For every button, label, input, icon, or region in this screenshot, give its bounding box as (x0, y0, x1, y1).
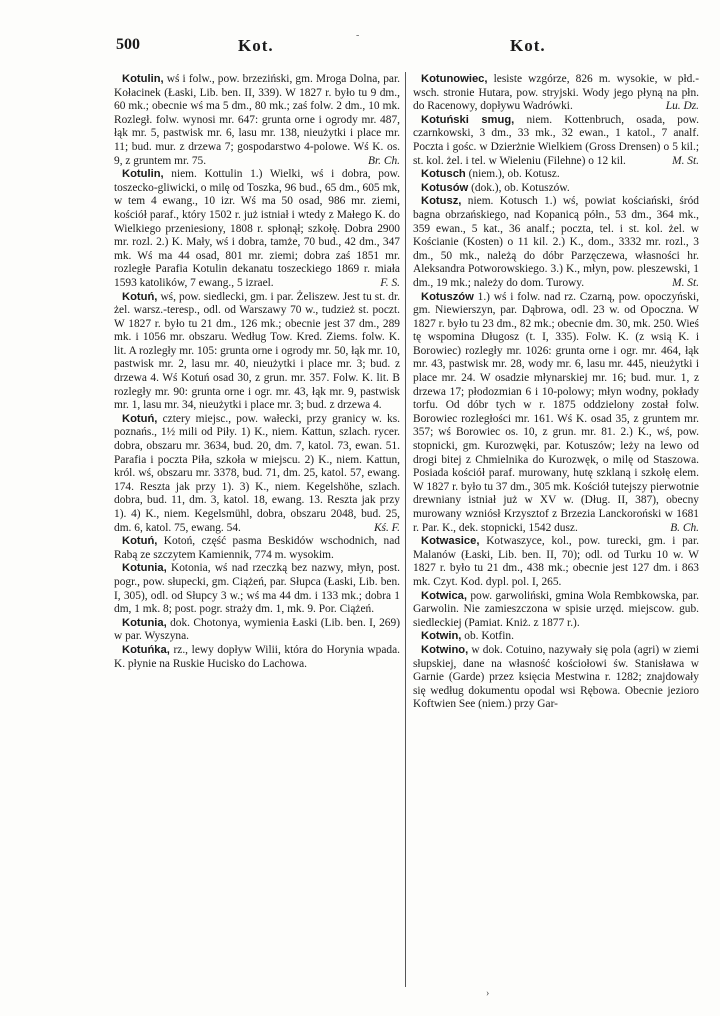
dictionary-entry (114, 413, 400, 535)
entry-author: B. Ch. (670, 521, 699, 534)
entry-author: F. S. (380, 276, 400, 289)
entry-headword: Kotusch (421, 168, 466, 181)
entry-headword: Kotulin, (122, 73, 164, 85)
entry-headword: Kotulin, (122, 168, 164, 181)
entry-author: Br. Ch. (368, 154, 400, 167)
entry-body: pow. garwoliński, gmina Wola Rembkowska, par. Garwolin. Nie zamieszczona w spisie urzęd. miejscow. gub. siedleckiej (Pamiat. Kniż. z 1877 r.). (413, 589, 699, 629)
dictionary-entry (114, 617, 400, 644)
entry-headword: Kotusów (421, 181, 469, 194)
entry-body: 1.) wś i folw. nad rz. Czarną, pow. opoczyński, gm. Niewierszyn, par. Dąbrowa, odl. 23 w. od Opoczna. W 1827 r. było tu 23 dm., 82 mk.; obecnie dm. 30, mk. 250. Wieś tę wspomina Długosz (t. I, 335). Folw. K. (z wsią K. i Borowiec) rozległy mr. 1026: grunta orne i ogr. mr. 464, łąk mr. 43, pastwisk mr. 28, wody mr. 6, lasu mr. 445, nieużytki i place mr. 24. W osadzie młynarskiej mr. 16; bud. mur. 1, z drzewa 17; płodozmian 6 i 10-polowy; młyn wodny, pokłady torfu. Od dóbr tych w r. 1875 oddzielony został folw. Borowiec rozległości mr. 161. Wś K. osad 35, z gruntem mr. 357; wś Borowiec os. 10, z grun. mr. 81. 2.) K., wś, pow. stopnicki, gm. Kurozwęki, par. Kotuszów; leży na lewo od drogi bitej z Chmielnika do Kurozwęk, o milę od Staszowa. Posiada kościół paraf. murowany, hutę szklaną i szkołę elem. W 1827 r. było tu 37 dm., 305 mk. Kościół tutejszy pierwotnie drewniany istniał już w XV w. (Dług. II, 387), obecny murowany wzniósł Krzysztof z Brzezia Lanckoroński w 1681 r. Par. K., dek. stopnicki, 1542 dusz. (413, 290, 699, 534)
entry-headword: Kotusz, (421, 195, 462, 208)
entry-body: wś, pow. siedlecki, gm. i par. Żeliszew. Jest tu st. dr. żel. warsz.-teresp., odl. od Warszawy 70 w., tudzież st. poczt. W 1827 r. było tu 21 dm., 126 mk.; obecnie jest 37 dm., 289 mk. i 1056 mr. obszaru. Według Tow. Kred. Ziems. folw. K. lit. A rozległy mr. 105: grunta orne i ogrody mr. 50, łąk mr. 10, pastwisk mr. 2, lasu mr. 40, nieużytki i place mr. 3; bud. z drzewa 4. Wś Kotuń osad 30, z grun. mr. 357. Folw. K. lit. B rozległy mr. 90: grunta orne i ogr. mr. 43, łąk mr. 9, pastwisk mr. 1, lasu mr. 34, nieużytki i place mr. 3; bud. z drzewa 4. (114, 290, 400, 412)
entry-headword: Kotwin, (421, 630, 462, 643)
entry-headword: Kotunia, (122, 562, 167, 575)
entry-body: Kotonia, wś nad rzeczką bez nazwy, młyn, post. pogr., pow. słupecki, gm. Ciążeń, par. Słupca (Łaski, Lib. ben. I, 305), odl. od Słupcy 3 w.; wś ma 44 dm. i 133 mk.; dobra 1 dm, 1 mk. 8; post. pogr. straży dm. 1, mk. 9. Por. Ciążeń. (114, 562, 400, 616)
entry-body: (dok.), ob. Kotuszów. (468, 181, 570, 194)
dictionary-entry (114, 291, 400, 413)
dictionary-entry (114, 535, 400, 562)
entry-body: cztery miejsc., pow. wałecki, przy granicy w. ks. poznańs., 1½ mili od Piły. 1) K., niem. Kattun, szlach. rycer. dobra, obszaru mr. 3634, bud. 20, dm. 7, katol. 73, ewan. 51. Parafia i poczta Piła, szkoła w miejscu. 2) K., niem. Kattun, król. wś, obszaru mr. 3378, bud. 71, dm. 25, katol. 57, ewang. 174. Reszta jak przy 1). 3) K., niem. Kegelshöhe, szlach. dobra, bud. 11, dm. 3, katol. 18, ewang. 13. Reszta jak przy 1). 4) K., niem. Kegelsmühl, dobra, obszaru 2048, bud. 25, dm. 6, katol. 75, ewang. 54. (114, 412, 400, 534)
dictionary-entry (413, 114, 699, 168)
left-running-headword: Kot. (238, 36, 274, 55)
entry-author: M. St. (672, 154, 699, 167)
entry-body: ob. Kotfin. (461, 630, 514, 643)
entry-headword: Kotuń, (122, 412, 158, 425)
entry-headword: Kotwino, (421, 643, 469, 656)
entry-headword: Kotwica, (421, 589, 468, 602)
entry-body: niem. Kottulin 1.) Wielki, wś i dobra, pow. toszecko-gliwicki, o milę od Toszka, 96 bud., 65 dm., 605 mk, w tem 4 ewang., 10 izr. Wś ma 50 osad, 986 mr. ziemi, kościół paraf., który 1502 r. już istniał i wtedy z Małego K. do Wielkiego przeniesiony, 1808 r. spłonął; szkołę. Dobra 2900 mr. rozl. 2.) K. Mały, wś i dobra, tamże, 70 bud., 42 dm., 347 mk. Wś ma 44 osad, 801 mr. ziemi; dobra zaś 1851 mr. rozległe Parafia Kotulin dekanatu toszeckiego 1869 r. miała 1593 katolików, 7 ewang., 5 izrael. (114, 168, 400, 289)
left-column (114, 73, 400, 985)
dictionary-entry (413, 73, 699, 114)
right-running-headword: Kot. (510, 36, 546, 55)
dictionary-entry (114, 644, 400, 671)
entry-body: niem. Kottenbruch, osada, pow. czarnkowski, 3 dm., 33 mk., 32 ewan., 1 katol., 7 analf. Poczta i gośc. w Dzierżnie Wielkiem (Gross Drensen) o 5 kil.; st. kol. żel. i tel. w Wieleniu (Filehne) o 12 kil. (413, 113, 699, 167)
entry-headword: Kotunowiec, (421, 73, 488, 85)
entry-body: lesiste wzgórze, 826 m. wysokie, w płd.-wsch. stronie Hutara, pow. stryjski. Wody jego płyną na płn. do Racenowy, dopływu Wadrówki. (413, 73, 699, 113)
column-divider (405, 72, 406, 987)
dictionary-entry (413, 630, 699, 644)
entry-headword: Kotwasice, (421, 535, 480, 548)
entry-author: M. St. (672, 276, 699, 289)
entry-body: w dok. Cotuino, nazywały się pola (agri) w ziemi słupskiej, dane na własność kościołowi św. Stanisława w Garnie (Garde) przez księcia Mestwina r. 1282; znajdowały się według dokumentu opodal wsi Rębowa. Obecnie jezioro Koftwien See (niem.) przy Gar- (413, 643, 699, 711)
entry-body: rz., lewy dopływ Wilii, która do Horynia wpada. K. płynie na Ruskie Hucisko do Lachowa. (114, 643, 400, 670)
entry-body: niem. Kotusch 1.) wś, powiat kościański, śród bagna obrzańskiego, nad Kopanicą półn., 53 dm., 364 mk., 359 ewan., 5 kat., 36 analf.; poczta, tel. i st. kol. żel. w Kościanie (Kosten) o 11 kil. 2.) K., dom., 3332 mr. rozl., 3 dm., 50 mk., należą do dóbr Parzęczewa, własności hr. Aleksandra Potworowskiego. 3.) K., młyn, pow. pleszewski, 1 dm., 19 mk.; należy do dom. Turowy. (413, 195, 699, 289)
right-column (413, 73, 699, 985)
dictionary-entry (413, 590, 699, 631)
entry-headword: Kotuszów (421, 290, 474, 303)
dictionary-entry (413, 168, 699, 182)
page-header (116, 36, 708, 60)
top-mark: - (356, 30, 360, 41)
entry-body: wś i folw., pow. brzeziński, gm. Mroga Dolna, par. Kołacinek (Łaski, Lib. ben. II, 339). W 1827 r. było tu 9 dm., 60 mk.; obecnie wś ma 5 dm., 80 mk.; zaś folw. 2 dm., 10 mk. Rozległ. folw. wynosi mr. 647: grunta orne i ogrody mr. 487, łąk mr. 5, pastwisk mr. 6, lasu mr. 138, nieużytki i place mr. 11; bud. mur. z drzewa 7; gospodarstwo 4-polowe. Wś K. os. 9, z gruntem mr. 75. (114, 73, 400, 167)
entry-body: Kotwaszyce, kol., pow. turecki, gm. i par. Malanów (Łaski, Lib. ben. II, 70); odl. od Turku 10 w. W 1827 r. było tu 21 dm., 438 mk.; obecnie jest 127 dm. i 863 mk. Czyt. Kod. dypl. pol. I, 265. (413, 535, 699, 588)
dictionary-entry (413, 644, 699, 712)
entry-headword: Kotunia, (122, 616, 167, 629)
page-number: 500 (116, 36, 140, 53)
bottom-mark: › (486, 988, 490, 999)
entry-author: Kś. F. (373, 521, 400, 534)
entry-author: Lu. Dz. (665, 100, 699, 113)
dictionary-entry (413, 535, 699, 589)
entry-headword: Kotuń, (122, 290, 158, 303)
entry-body: Kotoń, część pasma Beskidów wschodnich, nad Rabą ze szczytem Kamiennik, 774 m. wysokim. (114, 535, 400, 561)
entry-body: (niem.), ob. Kotusz. (465, 168, 560, 181)
entry-headword: Kotuń, (122, 535, 158, 548)
entry-headword: Kotuńka, (122, 643, 170, 656)
dictionary-entry (114, 562, 400, 616)
dictionary-entry (413, 182, 699, 196)
dictionary-entry (413, 195, 699, 290)
entry-body: dok. Chotonya, wymienia Łaski (Lib. ben. I, 269) w par. Wyszyna. (114, 616, 400, 643)
dictionary-entry (413, 291, 699, 536)
entry-headword: Kotuński smug, (421, 113, 515, 126)
dictionary-entry (114, 168, 400, 290)
dictionary-entry (114, 73, 400, 168)
